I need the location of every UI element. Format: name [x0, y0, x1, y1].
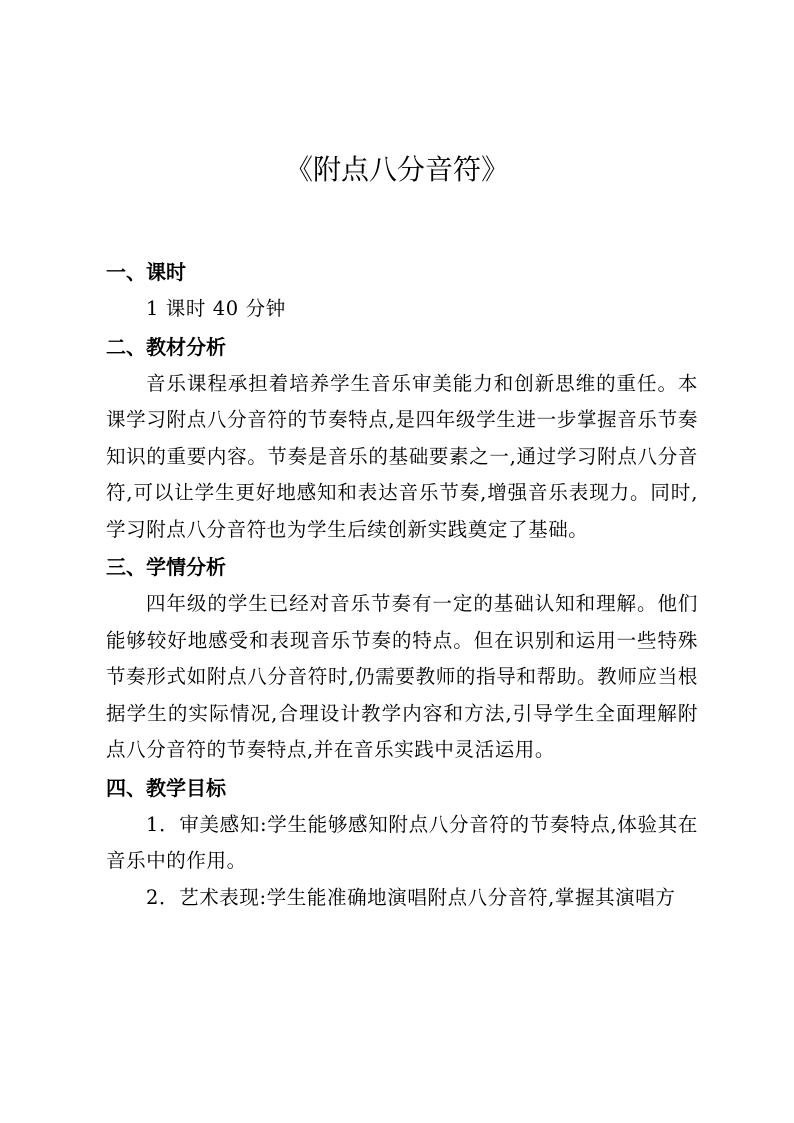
- section-heading: 四、教学目标: [106, 775, 226, 800]
- document-body: [106, 253, 698, 916]
- section-heading: 一、课时: [106, 260, 186, 284]
- section-student-analysis: [106, 548, 698, 769]
- section-paragraph: 四年级的学生已经对音乐节奏有一定的基础认知和理解。他们能够较好地感受和表现音乐节奏的特点。但在识别和运用一些特殊节奏形式如附点八分音符时,仍需要教师的指导和帮助。教师应当根据学生的实际情况,合理设计教学内容和方法,引导学生全面理解附点八分音符的节奏特点,并在音乐实践中灵活运用。: [106, 592, 698, 761]
- section-class-hours: [106, 253, 698, 328]
- section-teaching-goals: [106, 769, 698, 917]
- goal-item: 1．审美感知:学生能够感知附点八分音符的节奏特点,体验其在音乐中的作用。: [106, 812, 698, 872]
- section-paragraph: 音乐课程承担着培养学生音乐审美能力和创新思维的重任。本课学习附点八分音符的节奏特点,是四年级学生进一步掌握音乐节奏知识的重要内容。节奏是音乐的基础要素之一,通过学习附点八分音符,可以让学生更好地感知和表达音乐节奏,增强音乐表现力。同时,学习附点八分音符也为学生后续创新实践奠定了基础。: [106, 371, 698, 541]
- goal-item: 2．艺术表现:学生能准确地演唱附点八分音符,掌握其演唱方: [146, 885, 676, 909]
- section-heading: 三、学情分析: [106, 555, 226, 579]
- document-title: 《附点八分音符》: [284, 153, 509, 186]
- section-material-analysis: [106, 328, 698, 549]
- section-heading: 二、教材分析: [106, 334, 226, 359]
- section-paragraph: 1 课时 40 分钟: [146, 297, 286, 320]
